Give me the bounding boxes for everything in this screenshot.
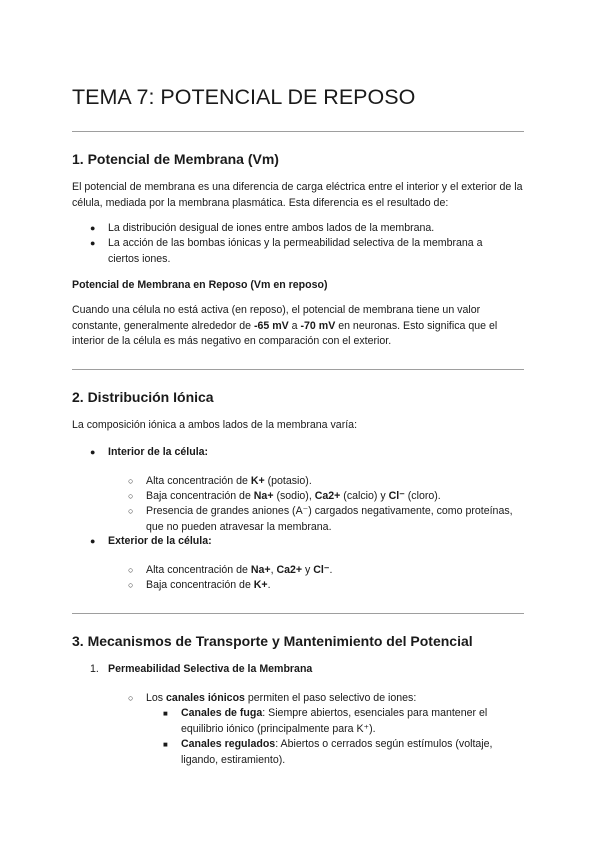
square-bullet-icon: ■ bbox=[163, 709, 168, 718]
circle-bullet-icon: ○ bbox=[128, 565, 134, 575]
section-1-heading: 1. Potencial de Membrana (Vm) bbox=[72, 151, 279, 167]
circle-bullet-icon: ○ bbox=[128, 476, 134, 486]
list-item: Baja concentración de Na+ (sodio), Ca2+ (calcio) y Cl⁻ (cloro). bbox=[146, 490, 441, 502]
circle-bullet-icon: ○ bbox=[128, 506, 134, 516]
list-item: La distribución desigual de iones entre ambos lados de la membrana. bbox=[108, 222, 435, 234]
section-1-subheading: Potencial de Membrana en Reposo (Vm en reposo) bbox=[72, 279, 328, 291]
resting-potential-paragraph: Cuando una célula no está activa (en reposo), el potencial de membrana tiene un valor constante, generalmente alrededor de -65 mV a -70 mV en neuronas. Esto significa que el interior de la célula es más negativo en comparación con el exterior. bbox=[72, 304, 498, 347]
list-item-heading: Permeabilidad Selectiva de la Membrana bbox=[108, 663, 313, 675]
list-item: Canales regulados: Abiertos o cerrados según estímulos (voltaje, ligando, estiramiento). bbox=[181, 738, 493, 766]
section-2-heading: 2. Distribución Iónica bbox=[72, 389, 214, 405]
list-item: Alta concentración de K+ (potasio). bbox=[146, 475, 312, 487]
bullet-icon: ● bbox=[90, 223, 96, 233]
circle-bullet-icon: ○ bbox=[128, 693, 134, 703]
section-3-heading: 3. Mecanismos de Transporte y Mantenimiento del Potencial bbox=[72, 633, 473, 649]
page-title: TEMA 7: POTENCIAL DE REPOSO bbox=[72, 85, 416, 109]
list-item: Alta concentración de Na+, Ca2+ y Cl⁻. bbox=[146, 564, 333, 576]
list-number: 1. bbox=[90, 663, 99, 675]
list-item: Los canales iónicos permiten el paso selectivo de iones: bbox=[146, 692, 417, 704]
interior-label: Interior de la célula: bbox=[108, 446, 209, 458]
divider bbox=[72, 369, 524, 370]
circle-bullet-icon: ○ bbox=[128, 580, 134, 590]
bullet-icon: ● bbox=[90, 536, 96, 546]
bullet-icon: ● bbox=[90, 238, 96, 248]
bullet-icon: ● bbox=[90, 447, 96, 457]
list-item: Presencia de grandes aniones (A⁻) cargados negativamente, como proteínas, que no pueden atravesar la membrana. bbox=[146, 505, 513, 533]
square-bullet-icon: ■ bbox=[163, 740, 168, 749]
list-item: Baja concentración de K+. bbox=[146, 579, 271, 591]
list-item: Canales de fuga: Siempre abiertos, esenciales para mantener el equilibrio iónico (principalmente para K⁺). bbox=[181, 707, 488, 735]
section-1-paragraph: El potencial de membrana es una diferencia de carga eléctrica entre el interior y el exterior de la célula, mediada por la membrana plasmática. Esta diferencia es el resultado de: bbox=[72, 181, 523, 209]
divider bbox=[72, 131, 524, 132]
divider bbox=[72, 613, 524, 614]
exterior-label: Exterior de la célula: bbox=[108, 535, 212, 547]
circle-bullet-icon: ○ bbox=[128, 491, 134, 501]
section-2-intro: La composición iónica a ambos lados de la membrana varía: bbox=[72, 419, 358, 431]
list-item: La acción de las bombas iónicas y la permeabilidad selectiva de la membrana a ciertos iones. bbox=[108, 237, 483, 265]
